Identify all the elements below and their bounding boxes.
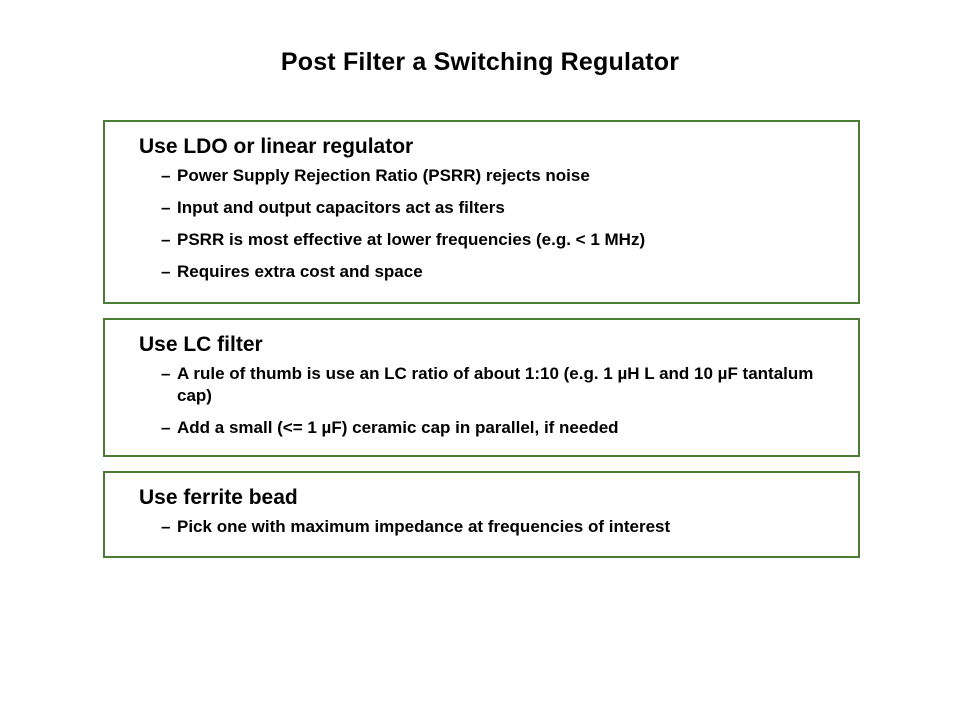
list-item — [119, 516, 844, 538]
list-item — [119, 197, 844, 219]
list-item — [119, 165, 844, 187]
bullet-list — [119, 516, 844, 538]
page-title: Post Filter a Switching Regulator — [280, 48, 680, 76]
list-item-label: Power Supply Rejection Ratio (PSRR) rejects noise — [177, 166, 590, 186]
bullet-dash-icon: – — [161, 417, 171, 437]
list-item-label: Pick one with maximum impedance at frequencies of interest — [177, 517, 671, 537]
bullet-list — [119, 165, 844, 283]
section-heading: Use LC filter — [139, 332, 263, 356]
bullet-dash-icon: – — [161, 517, 171, 537]
list-item — [119, 417, 844, 439]
section-box-ldo — [103, 120, 860, 304]
bullet-list — [119, 363, 844, 439]
list-item-label: A rule of thumb is use an LC ratio of about 1:10 (e.g. 1 µH L and 10 µF tantalum cap) — [177, 363, 814, 405]
content-boxes — [103, 120, 860, 572]
section-heading: Use ferrite bead — [139, 486, 298, 510]
list-item — [119, 229, 844, 251]
bullet-dash-icon: – — [161, 166, 171, 186]
section-heading: Use LDO or linear regulator — [139, 135, 414, 158]
bullet-dash-icon: – — [161, 198, 171, 218]
section-box-ferrite-bead — [103, 471, 860, 558]
bullet-dash-icon: – — [161, 363, 171, 383]
section-box-lc-filter — [103, 318, 860, 457]
list-item-label: Input and output capacitors act as filters — [177, 198, 505, 218]
list-item-label: PSRR is most effective at lower frequencies (e.g. < 1 MHz) — [177, 230, 646, 250]
bullet-dash-icon: – — [161, 262, 171, 282]
list-item — [119, 261, 844, 283]
bullet-dash-icon: – — [161, 230, 171, 250]
list-item-label: Add a small (<= 1 µF) ceramic cap in parallel, if needed — [177, 417, 619, 437]
list-item — [119, 363, 844, 407]
list-item-label: Requires extra cost and space — [177, 262, 423, 282]
